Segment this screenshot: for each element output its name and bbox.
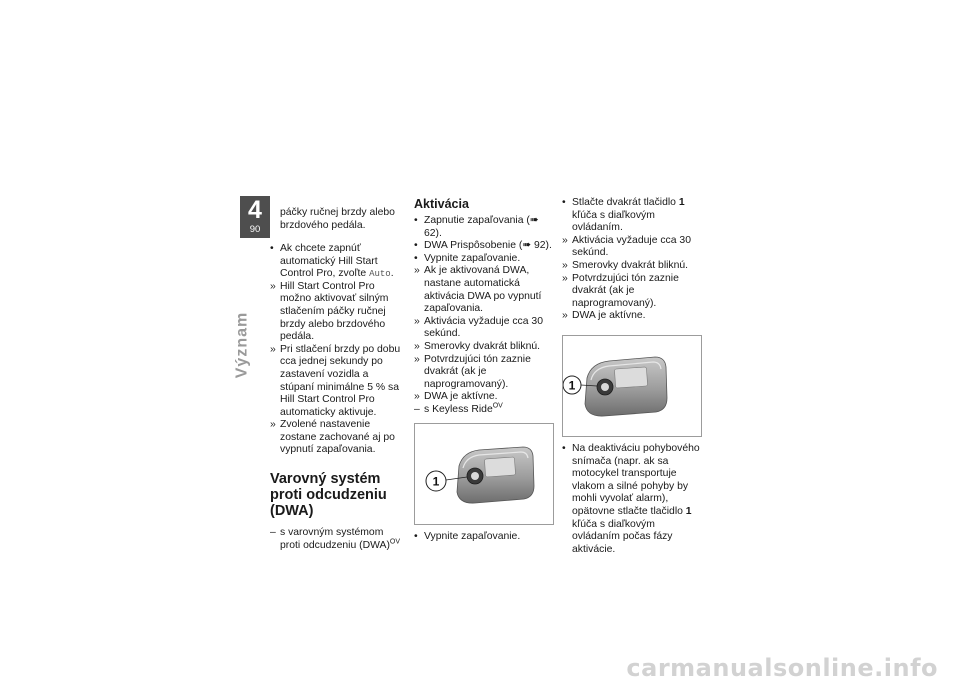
bullet-item xyxy=(562,443,702,556)
result-marker: » xyxy=(562,259,568,271)
bullet-text: Zapnutie zapaľovania ( xyxy=(424,215,530,226)
bullet-item xyxy=(270,243,405,281)
dash-item xyxy=(414,404,554,417)
result-marker: » xyxy=(414,315,420,327)
page-ref-arrow-icon: ➠ xyxy=(522,240,532,252)
result-item xyxy=(270,419,405,457)
result-text: Pri stlačení brzdy po dobu cca jednej sekundy po zastavení vozidla a stúpaní minimálne 5 % sa Hill Start Control Pro automaticky aktivuje. xyxy=(280,343,401,418)
result-item xyxy=(414,316,554,341)
result-marker: » xyxy=(414,340,420,352)
page-ref: 62). xyxy=(424,227,442,239)
result-text: DWA je aktívne. xyxy=(424,391,498,403)
option-sup: OV xyxy=(389,538,401,546)
result-text: Smerovky dvakrát bliknú. xyxy=(424,340,541,352)
column-2 xyxy=(414,197,554,543)
dash-item xyxy=(270,527,405,552)
page-ref-arrow-icon: ➠ xyxy=(529,215,539,226)
continued-text: páčky ručnej brzdy alebo brzdového pedála. xyxy=(280,207,395,231)
result-item xyxy=(562,260,702,273)
result-item xyxy=(562,273,702,311)
result-marker: » xyxy=(270,343,276,355)
bullet-marker: • xyxy=(270,242,274,254)
result-marker: » xyxy=(414,265,420,277)
result-item xyxy=(414,341,554,354)
page-number: 90 xyxy=(249,224,261,235)
bullet-text: Stlačte dvakrát tlačidlo xyxy=(572,197,676,208)
watermark: carmanualsonline.info xyxy=(626,654,938,682)
result-item xyxy=(562,235,702,260)
bullet-text-end: . xyxy=(390,268,394,280)
result-text: Potvrdzujúci tón zaznie dvakrát (ak je naprogramovaný). xyxy=(572,272,679,309)
bullet-text-end: kľúča s diaľkovým ovládaním. xyxy=(572,209,655,234)
bullet-text: Vypnite zapaľovanie. xyxy=(424,530,521,542)
bullet-item xyxy=(414,215,554,240)
figure-callout-label: 1 xyxy=(568,378,576,393)
result-text: Potvrdzujúci tón zaznie dvakrát (ak je naprogramovaný). xyxy=(424,353,531,390)
result-text: Aktivácia vyžaduje cca 30 sekúnd. xyxy=(424,315,543,340)
chapter-tab xyxy=(240,196,270,238)
bullet-text-end: kľúča s diaľkovým ovládaním počas fázy aktivácie. xyxy=(572,518,673,555)
side-title: Význam xyxy=(233,311,251,379)
result-item xyxy=(414,391,554,404)
result-marker: » xyxy=(562,272,568,284)
column-3 xyxy=(562,197,702,556)
key-fob-figure xyxy=(562,335,702,437)
result-item xyxy=(562,310,702,323)
subsection-heading: Aktivácia xyxy=(414,197,469,211)
result-item xyxy=(270,344,405,420)
key-fob-figure xyxy=(414,423,554,525)
result-marker: » xyxy=(270,280,276,292)
option-sup: OV xyxy=(492,402,503,410)
bullet-item xyxy=(414,531,554,544)
bullet-text: Vypnite zapaľovanie. xyxy=(424,252,521,264)
result-marker: » xyxy=(414,353,420,365)
bullet-text: Ak chcete zapnúť automatický Hill Start Control Pro, zvoľte xyxy=(280,242,378,280)
bullet-item xyxy=(414,240,554,253)
bullet-marker: • xyxy=(414,240,418,252)
chapter-number: 4 xyxy=(248,196,262,224)
section-heading: Varovný systém proti odcudzeniu (DWA) xyxy=(270,471,387,520)
bullet-item xyxy=(414,253,554,266)
button-ref: 1 xyxy=(678,197,685,208)
result-text: Zvolené nastavenie zostane zachované aj po vypnutí zapaľovania. xyxy=(280,419,395,456)
dash-text: s Keyless Ride xyxy=(424,403,493,415)
result-text: Smerovky dvakrát bliknú. xyxy=(572,259,689,271)
dash-marker: – xyxy=(270,527,276,539)
result-marker: » xyxy=(562,310,568,322)
page-ref: 92). xyxy=(531,240,552,252)
key-fob-illustration xyxy=(415,424,553,524)
bullet-marker: • xyxy=(562,442,566,454)
bullet-marker: • xyxy=(414,215,418,226)
menu-value: Auto xyxy=(369,269,391,280)
dash-text: s varovným systémom proti odcudzeniu (DWA) xyxy=(280,527,390,551)
bullet-text: Na deaktiváciu pohybového snímača (napr. ak sa motocykel transportuje vlakom a silné pohyby by mohli vyvolať alarm), opätovne stlačte tlačidlo xyxy=(572,442,700,517)
bullet-marker: • xyxy=(414,252,418,264)
result-item xyxy=(414,265,554,315)
result-marker: » xyxy=(270,419,276,431)
result-text: Hill Start Control Pro možno aktivovať silným stlačením páčky ručnej brzdy alebo brzdového pedála. xyxy=(280,280,389,343)
result-item xyxy=(414,354,554,392)
column-1 xyxy=(270,197,405,552)
result-text: Aktivácia vyžaduje cca 30 sekúnd. xyxy=(572,234,691,259)
button-ref: 1 xyxy=(685,505,692,517)
figure-callout-label: 1 xyxy=(432,474,440,488)
result-text: DWA je aktívne. xyxy=(572,310,646,322)
bullet-marker: • xyxy=(414,530,418,542)
result-marker: » xyxy=(414,391,420,403)
key-fob-illustration xyxy=(563,336,701,436)
result-marker: » xyxy=(562,234,568,246)
bullet-marker: • xyxy=(562,197,566,208)
bullet-item xyxy=(562,197,702,235)
result-item xyxy=(270,281,405,344)
bullet-text: DWA Prispôsobenie ( xyxy=(424,240,523,252)
result-text: Ak je aktivovaná DWA, nastane automatická aktivácia DWA po vypnutí zapaľovania. xyxy=(424,265,542,315)
dash-marker: – xyxy=(414,403,420,415)
